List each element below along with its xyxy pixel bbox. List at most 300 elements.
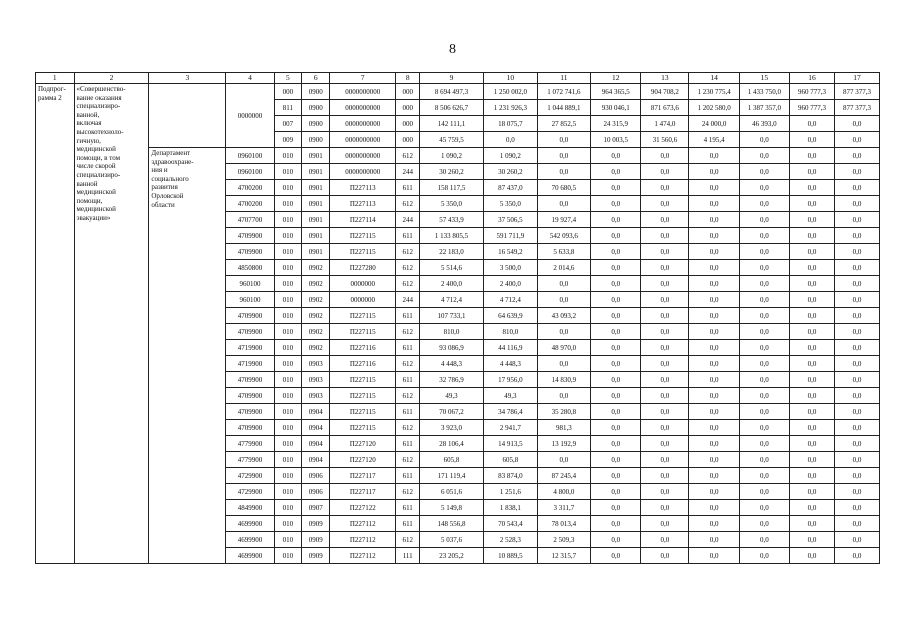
table-cell: 4729900	[226, 484, 274, 500]
table-cell: 612	[396, 260, 420, 276]
table-cell: 0,0	[834, 420, 879, 436]
table-cell: 12 315,7	[537, 548, 590, 564]
table-cell: 0,0	[790, 132, 835, 148]
table-cell: 19 927,4	[537, 212, 590, 228]
table-cell: 0,0	[689, 340, 739, 356]
table-cell: 010	[274, 484, 302, 500]
table-cell: 0,0	[834, 292, 879, 308]
table-cell: 0,0	[739, 196, 789, 212]
table-cell: 0,0	[591, 548, 641, 564]
column-header: 2	[74, 73, 149, 84]
table-cell: 612	[396, 356, 420, 372]
column-header: 15	[739, 73, 789, 84]
table-cell: 0000000000	[330, 84, 396, 100]
table-cell: 4850800	[226, 260, 274, 276]
table-cell: 0901	[302, 180, 330, 196]
responsible-cell	[149, 148, 226, 564]
header-row	[36, 73, 880, 84]
table-cell: 960100	[226, 276, 274, 292]
table-cell: 612	[396, 324, 420, 340]
table-cell: 010	[274, 292, 302, 308]
table-cell: 0900	[302, 84, 330, 100]
table-cell: 4709900	[226, 372, 274, 388]
table-cell: 1 231 926,3	[484, 100, 537, 116]
table-cell: 877 377,3	[834, 100, 879, 116]
subprogram-name: «Совершенство- вание оказания специализиро- ванной, включая высокотехноло- гичную, медицинской помощи, в том числе скорой специализиро- ванной медицинской помощи, медицинской эвакуации»	[76, 85, 126, 222]
table-cell: 0,0	[834, 532, 879, 548]
table-cell: 010	[274, 548, 302, 564]
table-cell: 009	[274, 132, 302, 148]
table-cell: 1 250 002,0	[484, 84, 537, 100]
table-cell: 0,0	[591, 468, 641, 484]
table-cell: 811	[274, 100, 302, 116]
table-cell: 0909	[302, 532, 330, 548]
table-cell: 0,0	[739, 292, 789, 308]
table-cell: 0,0	[641, 500, 689, 516]
table-cell: 4 800,0	[537, 484, 590, 500]
table-cell: 010	[274, 372, 302, 388]
table-cell: 4699900	[226, 516, 274, 532]
table-cell: 0,0	[641, 244, 689, 260]
table-cell: П227280	[330, 260, 396, 276]
subprogram-cell	[36, 84, 75, 564]
table-cell: 46 393,0	[739, 116, 789, 132]
table-cell: 0,0	[834, 468, 879, 484]
table-cell: 0,0	[739, 372, 789, 388]
table-cell: 0,0	[790, 404, 835, 420]
table-cell: 0000000000	[330, 164, 396, 180]
table-cell: 000	[396, 84, 420, 100]
column-header: 8	[396, 73, 420, 84]
table-cell: 44 116,9	[484, 340, 537, 356]
table-cell: 000	[396, 100, 420, 116]
table-cell: 0000000000	[330, 132, 396, 148]
table-cell: 78 013,4	[537, 516, 590, 532]
table-cell: 0,0	[739, 148, 789, 164]
table-cell: 000	[274, 84, 302, 100]
table-cell: 4707700	[226, 212, 274, 228]
table-cell: 612	[396, 484, 420, 500]
table-cell: 0,0	[739, 452, 789, 468]
table-cell: 0,0	[739, 532, 789, 548]
table-cell: 6 051,6	[419, 484, 483, 500]
table-cell: 0,0	[739, 484, 789, 500]
table-cell: 10 003,5	[591, 132, 641, 148]
table-cell: 0,0	[689, 276, 739, 292]
table-cell: 611	[396, 500, 420, 516]
table-cell: П227113	[330, 196, 396, 212]
table-cell: 83 874,0	[484, 468, 537, 484]
table-cell: 612	[396, 276, 420, 292]
table-cell: 0,0	[689, 292, 739, 308]
table-cell: 1 433 750,0	[739, 84, 789, 100]
table-cell: 0960100	[226, 164, 274, 180]
table-cell: 0,0	[790, 452, 835, 468]
page-number: 8	[449, 42, 456, 57]
table-cell: 0,0	[834, 452, 879, 468]
table-cell: 8 694 497,3	[419, 84, 483, 100]
table-cell: 0,0	[689, 244, 739, 260]
table-cell: 148 556,8	[419, 516, 483, 532]
table-cell: 981,3	[537, 420, 590, 436]
table-cell: 28 106,4	[419, 436, 483, 452]
table-cell: 0,0	[739, 260, 789, 276]
table-cell: 0,0	[689, 164, 739, 180]
table-cell: П227122	[330, 500, 396, 516]
table-cell: 0,0	[591, 148, 641, 164]
table-cell: 4709900	[226, 324, 274, 340]
table-cell: 0,0	[689, 308, 739, 324]
table-cell: 010	[274, 212, 302, 228]
table-cell: П227115	[330, 228, 396, 244]
table-cell: 612	[396, 244, 420, 260]
table-cell: 0,0	[834, 276, 879, 292]
table-cell: 960 777,3	[790, 100, 835, 116]
table-cell: 0909	[302, 516, 330, 532]
table-cell: 0,0	[689, 468, 739, 484]
table-cell: 142 111,1	[419, 116, 483, 132]
table-cell: 27 852,5	[537, 116, 590, 132]
column-header: 9	[419, 73, 483, 84]
table-cell: 2 400,0	[419, 276, 483, 292]
table-cell: 1 090,2	[419, 148, 483, 164]
table-cell: 605,8	[419, 452, 483, 468]
table-cell: 612	[396, 148, 420, 164]
table-cell: 3 923,0	[419, 420, 483, 436]
column-header: 4	[226, 73, 274, 84]
table-cell: 960 777,3	[790, 84, 835, 100]
table-cell: 0,0	[790, 420, 835, 436]
table-cell: 0907	[302, 500, 330, 516]
table-cell: 0,0	[834, 388, 879, 404]
table-cell: 31 560,6	[641, 132, 689, 148]
column-header: 7	[330, 73, 396, 84]
table-cell: 0,0	[641, 260, 689, 276]
table-cell: П227113	[330, 180, 396, 196]
table-cell: 0,0	[790, 308, 835, 324]
table-cell: 0,0	[834, 244, 879, 260]
table-cell: 0,0	[591, 500, 641, 516]
table-cell: 0,0	[739, 276, 789, 292]
table-row	[36, 148, 880, 164]
table-cell: 4 448,3	[484, 356, 537, 372]
table-cell: 0,0	[641, 196, 689, 212]
table-cell: 0,0	[537, 132, 590, 148]
table-cell: 24 315,9	[591, 116, 641, 132]
table-cell: 0,0	[834, 260, 879, 276]
table-cell: 1 838,1	[484, 500, 537, 516]
table-cell: 611	[396, 516, 420, 532]
table-cell: 16 549,2	[484, 244, 537, 260]
table-cell: 0906	[302, 484, 330, 500]
table-cell: 605,8	[484, 452, 537, 468]
table-cell: П227115	[330, 388, 396, 404]
table-cell: 171 119,4	[419, 468, 483, 484]
table-cell: 0,0	[591, 532, 641, 548]
table-cell: 010	[274, 164, 302, 180]
table-cell: 007	[274, 116, 302, 132]
table-cell: 4 448,3	[419, 356, 483, 372]
table-cell: 0,0	[790, 340, 835, 356]
table-cell: 0,0	[739, 132, 789, 148]
table-cell: 0,0	[591, 420, 641, 436]
table-cell: П227115	[330, 244, 396, 260]
table-cell: 2 400,0	[484, 276, 537, 292]
table-cell: 0,0	[739, 468, 789, 484]
table-cell: 0,0	[689, 532, 739, 548]
table-cell: 010	[274, 260, 302, 276]
table-cell: 0,0	[689, 196, 739, 212]
table-cell: 0,0	[641, 356, 689, 372]
table-cell: 0,0	[834, 372, 879, 388]
budget-table	[35, 72, 880, 564]
table-cell: 0,0	[484, 132, 537, 148]
table-cell: 0904	[302, 452, 330, 468]
table-cell: 0,0	[537, 196, 590, 212]
table-cell: 0,0	[834, 324, 879, 340]
responsible-name: Департамент здравоохране- ния и социального развития Орловской области	[151, 149, 194, 209]
table-cell: П227114	[330, 212, 396, 228]
table-cell: 0,0	[790, 196, 835, 212]
subprogram-label: Подпрог- рамма 2	[38, 85, 66, 102]
table-cell: 611	[396, 372, 420, 388]
table-cell: 0901	[302, 212, 330, 228]
table-cell: 111	[396, 548, 420, 564]
table-cell: 5 350,0	[419, 196, 483, 212]
table-cell: 964 365,5	[591, 84, 641, 100]
table-cell: П227112	[330, 516, 396, 532]
table-cell: 4709900	[226, 228, 274, 244]
table-cell: 0,0	[591, 276, 641, 292]
table-cell: 0900	[302, 132, 330, 148]
table-cell: 35 280,8	[537, 404, 590, 420]
table-cell: 0901	[302, 228, 330, 244]
table-cell: 2 941,7	[484, 420, 537, 436]
table-cell: 0,0	[537, 276, 590, 292]
table-cell: 0902	[302, 276, 330, 292]
table-cell: П227112	[330, 548, 396, 564]
table-cell: 000	[396, 132, 420, 148]
table-cell: 0,0	[591, 372, 641, 388]
table-cell: 612	[396, 420, 420, 436]
table-cell: 0,0	[641, 148, 689, 164]
table-cell: 4 712,4	[484, 292, 537, 308]
table-cell: 70 680,5	[537, 180, 590, 196]
table-cell: 0,0	[834, 436, 879, 452]
table-cell: 0,0	[641, 516, 689, 532]
table-cell: 0,0	[641, 164, 689, 180]
table-cell: 5 350,0	[484, 196, 537, 212]
column-header: 6	[302, 73, 330, 84]
table-cell: 0,0	[641, 420, 689, 436]
table-cell: 4699900	[226, 532, 274, 548]
table-cell: 0902	[302, 340, 330, 356]
table-cell: 0,0	[689, 436, 739, 452]
table-cell: 0,0	[790, 212, 835, 228]
table-cell: 612	[396, 196, 420, 212]
table-cell: 0,0	[537, 452, 590, 468]
table-cell: 4779900	[226, 452, 274, 468]
table-cell: 0,0	[591, 452, 641, 468]
table-cell: 1 044 889,1	[537, 100, 590, 116]
table-cell: П227120	[330, 436, 396, 452]
table-cell: 542 093,6	[537, 228, 590, 244]
table-cell: 0902	[302, 292, 330, 308]
table-cell: 0,0	[689, 372, 739, 388]
table-cell: 0960100	[226, 148, 274, 164]
table-cell: 0,0	[591, 164, 641, 180]
table-cell: 0,0	[641, 404, 689, 420]
table-cell: 0,0	[834, 404, 879, 420]
table-cell: 1 090,2	[484, 148, 537, 164]
column-header: 16	[790, 73, 835, 84]
table-cell: 0,0	[790, 148, 835, 164]
table-cell: 930 046,1	[591, 100, 641, 116]
table-cell: 37 506,5	[484, 212, 537, 228]
table-cell: 0901	[302, 148, 330, 164]
table-cell: 1 251,6	[484, 484, 537, 500]
subprogram-name-cell	[74, 84, 149, 564]
table-cell: 000	[396, 116, 420, 132]
table-cell: 4709900	[226, 404, 274, 420]
table-cell: 13 192,9	[537, 436, 590, 452]
table-cell: 0,0	[537, 164, 590, 180]
table-cell: 0,0	[591, 196, 641, 212]
table-cell: 0,0	[834, 148, 879, 164]
table-cell: 0,0	[641, 532, 689, 548]
table-cell: 0902	[302, 324, 330, 340]
table-cell: 1 474,0	[641, 116, 689, 132]
table-cell: 960100	[226, 292, 274, 308]
table-cell: 70 067,2	[419, 404, 483, 420]
table-cell: 0,0	[689, 148, 739, 164]
table-cell: 0,0	[689, 212, 739, 228]
table-cell: 0,0	[790, 548, 835, 564]
table-cell: 0,0	[790, 372, 835, 388]
table-cell: 107 733,1	[419, 308, 483, 324]
table-cell: 87 437,0	[484, 180, 537, 196]
table-cell: 0,0	[739, 388, 789, 404]
column-header: 14	[689, 73, 739, 84]
table-cell: 244	[396, 292, 420, 308]
table-cell: 0,0	[591, 484, 641, 500]
table-cell: П227117	[330, 484, 396, 500]
table-cell: 0,0	[739, 404, 789, 420]
table-cell: 0,0	[591, 436, 641, 452]
table-cell: 4709900	[226, 388, 274, 404]
table-cell: 0,0	[591, 404, 641, 420]
table-cell: 14 830,9	[537, 372, 590, 388]
table-cell: 0,0	[834, 308, 879, 324]
table-cell: 0,0	[689, 260, 739, 276]
table-cell: 0,0	[591, 356, 641, 372]
table-cell: 0,0	[790, 164, 835, 180]
table-cell: 4849900	[226, 500, 274, 516]
table-cell: 010	[274, 452, 302, 468]
table-cell: 611	[396, 308, 420, 324]
table-cell: 010	[274, 468, 302, 484]
table-cell: 0,0	[591, 388, 641, 404]
table-cell: 4719900	[226, 356, 274, 372]
table-cell: 611	[396, 436, 420, 452]
table-cell: 30 260,2	[484, 164, 537, 180]
table-cell: 0000000000	[330, 100, 396, 116]
table-cell: 0,0	[739, 324, 789, 340]
table-cell: 0,0	[834, 548, 879, 564]
table-cell: 0,0	[689, 484, 739, 500]
table-cell: 0,0	[641, 276, 689, 292]
table-cell: 0,0	[591, 212, 641, 228]
table-cell: 871 673,6	[641, 100, 689, 116]
table-cell: 0,0	[834, 356, 879, 372]
merged-code-cell: 0000000	[226, 84, 274, 148]
table-cell: 0,0	[834, 180, 879, 196]
table-cell: 158 117,5	[419, 180, 483, 196]
table-cell: 010	[274, 404, 302, 420]
table-cell: 0904	[302, 436, 330, 452]
table-cell: 0,0	[739, 356, 789, 372]
table-cell: 32 786,9	[419, 372, 483, 388]
table-cell: 0,0	[689, 388, 739, 404]
table-cell: 010	[274, 308, 302, 324]
table-cell: 0,0	[739, 228, 789, 244]
table-cell: 0,0	[790, 516, 835, 532]
table-cell: 010	[274, 500, 302, 516]
table-cell: 0,0	[689, 420, 739, 436]
table-cell: 611	[396, 340, 420, 356]
table-cell: П227115	[330, 324, 396, 340]
table-cell: 4719900	[226, 340, 274, 356]
table-cell: 0,0	[834, 116, 879, 132]
table-cell: 4709900	[226, 244, 274, 260]
table-cell: 0904	[302, 420, 330, 436]
table-cell: 0,0	[641, 436, 689, 452]
table-cell: 0,0	[689, 180, 739, 196]
table-cell: 0,0	[790, 116, 835, 132]
table-cell: 0,0	[739, 548, 789, 564]
table-cell: 0,0	[739, 308, 789, 324]
table-cell: 591 711,9	[484, 228, 537, 244]
column-header: 5	[274, 73, 302, 84]
table-cell: 0903	[302, 372, 330, 388]
table-cell: 611	[396, 404, 420, 420]
table-cell: 0000000000	[330, 148, 396, 164]
table-cell: 45 759,5	[419, 132, 483, 148]
table-cell: 48 970,0	[537, 340, 590, 356]
table-cell: 0,0	[591, 180, 641, 196]
table-cell: 0,0	[739, 340, 789, 356]
table-cell: 0902	[302, 260, 330, 276]
table-cell: 0,0	[790, 244, 835, 260]
table-cell: П227115	[330, 420, 396, 436]
table-cell: 0,0	[790, 484, 835, 500]
column-header: 11	[537, 73, 590, 84]
table-cell: 0,0	[537, 324, 590, 340]
table-cell: 1 133 805,5	[419, 228, 483, 244]
table-cell: 5 037,6	[419, 532, 483, 548]
table-cell: 0904	[302, 404, 330, 420]
table-cell: 18 075,7	[484, 116, 537, 132]
table-cell: 0900	[302, 100, 330, 116]
table-cell: П227115	[330, 372, 396, 388]
table-cell: 0,0	[537, 148, 590, 164]
table-cell: 010	[274, 244, 302, 260]
table-cell: 0,0	[689, 548, 739, 564]
table-cell: 22 183,0	[419, 244, 483, 260]
table-row	[36, 84, 880, 100]
table-cell: 010	[274, 340, 302, 356]
table-cell: 0000000	[330, 276, 396, 292]
